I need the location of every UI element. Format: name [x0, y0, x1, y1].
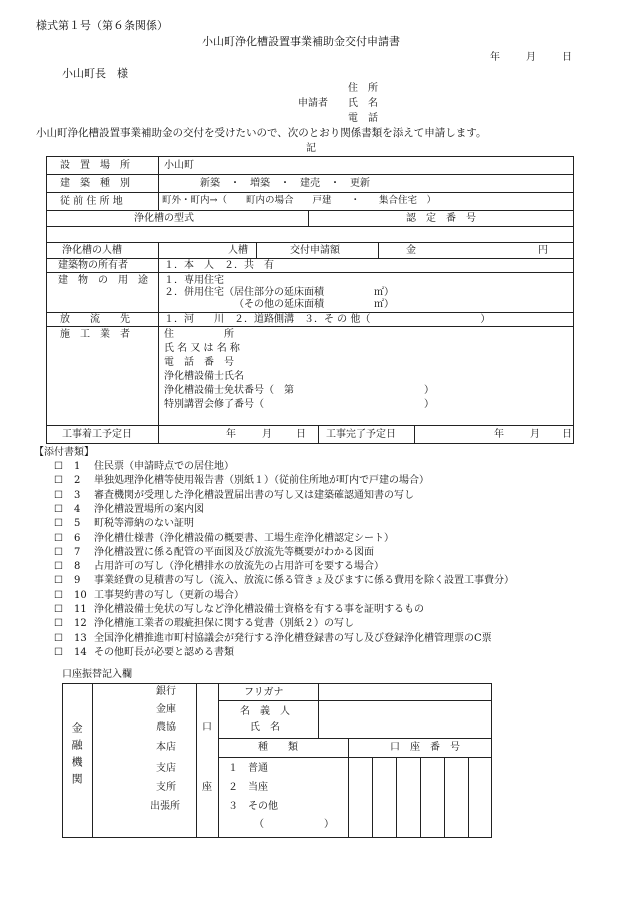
attachment-item [54, 604, 424, 615]
table-rule [46, 258, 574, 259]
table-rule [46, 192, 574, 193]
type-agri-coop: 農協 [156, 722, 176, 733]
checkbox-icon[interactable]: ☐ [54, 546, 63, 558]
end-month-label: 月 [530, 429, 540, 440]
contractor-name-label: 氏 名 又 は 名 称 [164, 343, 240, 354]
holder-label: 名 義 人 [240, 706, 290, 717]
kind-other-blank: （ ） [254, 819, 334, 830]
checkbox-icon[interactable]: ☐ [54, 632, 63, 644]
certification-number-label: 認 定 番 号 [406, 213, 476, 224]
attachment-number: 14 [74, 646, 87, 658]
table-rule [46, 312, 574, 313]
attachment-number: 7 [74, 546, 81, 558]
kind-other: ３ その他 [228, 801, 278, 812]
type-agency: 出張所 [150, 801, 180, 812]
contractor-label: 施 工 業 者 [60, 329, 130, 340]
ki-label: 記 [306, 143, 316, 154]
building-use-option-1: １．専用住宅 [164, 275, 224, 286]
table-rule [46, 174, 574, 175]
table-rule [46, 272, 574, 273]
type-branch: 支店 [156, 763, 176, 774]
table-rule [256, 242, 257, 258]
attachment-number: 8 [74, 561, 81, 573]
discharge-label: 放 流 先 [60, 314, 130, 325]
owner-options: １．本 人 ２．共 有 [164, 260, 274, 271]
bank-rule [218, 757, 492, 758]
attachment-number: 13 [74, 632, 87, 644]
bank-rule [348, 738, 349, 838]
construction-type-options: 新築 ・ 増築 ・ 建売 ・ 更新 [200, 178, 370, 189]
end-year-label: 年 [494, 429, 504, 440]
amount-unit: 円 [538, 245, 548, 256]
applied-amount-label: 交付申請額 [290, 245, 340, 256]
attachments-heading: 【添付書類】 [34, 447, 94, 458]
attachment-number: 2 [74, 475, 81, 487]
attachment-item [54, 533, 394, 544]
contractor-address-label: 住 所 [164, 329, 234, 340]
attachment-text: 浄化槽設置に係る配管の平面図及び放流先等概要がわかる図面 [94, 546, 374, 558]
holder-name-label: 氏 名 [250, 722, 280, 733]
attachment-text: 浄化槽施工業者の瑕疵担保に関する覚書（別紙２）の写し [94, 618, 354, 630]
table-rule [378, 242, 379, 258]
table-rule [158, 242, 159, 444]
furigana-label: フリガナ [244, 687, 284, 698]
date-month-label: 月 [526, 52, 536, 63]
form-number: 様式第１号（第６条関係） [36, 19, 168, 32]
date-year-label: 年 [490, 52, 500, 63]
kind-ordinary: １ 普通 [228, 763, 268, 774]
attachment-item [54, 618, 354, 629]
attachment-item [54, 575, 514, 586]
table-rule [46, 226, 574, 227]
kind-current: ２ 当座 [228, 782, 268, 793]
attachment-item [54, 547, 374, 558]
applicant-phone-label: 電 話 [348, 113, 378, 124]
start-day-label: 日 [296, 429, 306, 440]
attachment-number: 12 [74, 618, 87, 630]
checkbox-icon[interactable]: ☐ [54, 646, 63, 658]
attachment-text: 単独処理浄化槽等使用報告書（別紙１）（従前住所地が町内で戸建の場合） [94, 475, 429, 487]
bank-rule [92, 683, 93, 838]
discharge-options: １．河 川 ２．道路側溝 ３．そ の 他（ ） [164, 314, 491, 325]
attachment-item [54, 461, 234, 472]
building-use-option-2b: （その他の延床面積 ㎡） [234, 299, 394, 310]
attachment-number: 1 [74, 461, 81, 472]
attachment-item [54, 561, 384, 572]
bank-rule [420, 757, 421, 838]
checkbox-icon[interactable]: ☐ [54, 604, 63, 615]
tank-engineer-name-label: 浄化槽設備士氏名 [164, 371, 244, 382]
attachment-number: 11 [74, 604, 87, 615]
end-day-label: 日 [562, 429, 572, 440]
previous-address-value: 町外・町内→（ 町内の場合 戸建 ・ 集合住宅 ） [162, 195, 436, 206]
applicant-label: 申請者 [298, 98, 328, 109]
building-use-option-2: ２．併用住宅（居住部分の延床面積 ㎡） [164, 287, 394, 298]
table-rule [46, 242, 574, 243]
bank-rule [444, 757, 445, 838]
construction-type-label: 建 築 種 別 [60, 178, 130, 189]
attachment-number: 6 [74, 532, 81, 544]
document-title: 小山町浄化槽設置事業補助金交付申請書 [202, 35, 400, 48]
institution-label: 金融機関 [70, 722, 84, 790]
attachment-text: 浄化槽設置場所の案内図 [94, 503, 204, 515]
account-kind-label: 種 類 [258, 742, 298, 753]
attachment-text: 浄化槽設備士免状の写しなど浄化槽設備士資格を有する事を証明するもの [94, 604, 424, 615]
attachment-text: 審査機関が受理した浄化槽設置届出書の写し又は建築確認通知書の写し [94, 489, 414, 501]
bank-rule [468, 757, 469, 838]
attachment-item [54, 647, 234, 658]
applicant-address-label: 住 所 [348, 83, 378, 94]
type-bank: 銀行 [156, 686, 176, 697]
end-date-label: 工事完了予定日 [326, 429, 396, 440]
attachment-text: 町税等滞納のない証明 [94, 518, 194, 530]
bank-rule [218, 683, 219, 838]
attachment-number: 4 [74, 503, 81, 515]
checkbox-icon[interactable]: ☐ [54, 489, 63, 501]
checkbox-icon[interactable]: ☐ [54, 575, 63, 587]
table-rule [46, 210, 574, 211]
attachment-item [54, 475, 429, 486]
previous-address-label: 従 前 住 所 地 [60, 196, 123, 207]
bank-rule [218, 700, 492, 701]
bank-rule [318, 683, 319, 738]
start-date-label: 工事着工予定日 [62, 429, 132, 440]
applicant-name-label: 氏 名 [348, 98, 378, 109]
attachment-item [54, 633, 492, 644]
attachment-number: 5 [74, 518, 81, 530]
attachment-item [54, 590, 244, 601]
intro-text: 小山町浄化槽設置事業補助金の交付を受けたいので、次のとおり関係書類を添えて申請します。 [36, 127, 487, 139]
checkbox-icon[interactable]: ☐ [54, 561, 63, 573]
attachment-text: 全国浄化槽推進市町村協議会が発行する浄化槽登録書の写し及び登録浄化槽管理票のC票 [94, 632, 492, 644]
amount-prefix: 金 [406, 245, 416, 256]
table-rule [318, 425, 319, 444]
attachment-number: 3 [74, 489, 81, 501]
contractor-phone-label: 電 話 番 号 [164, 357, 234, 368]
date-day-label: 日 [562, 52, 572, 63]
attachment-number: 10 [74, 589, 87, 601]
attachment-text: 浄化槽仕様書（浄化槽設備の概要書、工場生産浄化槽認定シート） [94, 532, 394, 544]
tank-capacity-label: 浄化槽の人槽 [62, 245, 122, 256]
addressee: 小山町長 様 [62, 67, 128, 80]
checkbox-icon[interactable]: ☐ [54, 518, 63, 530]
location-value: 小山町 [164, 160, 194, 171]
za-label: 座 [202, 782, 212, 793]
attachment-text: 工事契約書の写し（更新の場合） [94, 589, 244, 601]
checkbox-icon[interactable]: ☐ [54, 532, 63, 544]
tank-type-label: 浄化槽の型式 [134, 213, 194, 224]
type-sub-branch: 支所 [156, 782, 176, 793]
attachment-item [54, 504, 204, 515]
attachment-item [54, 518, 194, 529]
attachment-text: 占用許可の写し（浄化槽排水の放流先の占用許可を要する場合） [94, 561, 384, 573]
bank-rule [372, 757, 373, 838]
account-number-label: 口 座 番 号 [390, 742, 460, 753]
start-year-label: 年 [226, 429, 236, 440]
special-course-label: 特別講習会修了番号（ ） [164, 399, 434, 410]
checkbox-icon[interactable]: ☐ [54, 461, 63, 472]
table-rule [46, 425, 574, 426]
checkbox-icon[interactable]: ☐ [54, 475, 63, 487]
tank-capacity-unit: 人槽 [228, 245, 248, 256]
table-rule [46, 326, 574, 327]
building-use-label: 建 物 の 用 途 [58, 275, 148, 286]
checkbox-icon[interactable]: ☐ [54, 618, 63, 630]
location-label: 設 置 場 所 [60, 160, 130, 171]
checkbox-icon[interactable]: ☐ [54, 589, 63, 601]
attachment-number: 9 [74, 575, 81, 587]
table-rule [308, 210, 309, 226]
attachment-text: その他町長が必要と認める書類 [94, 646, 234, 658]
table-rule [158, 156, 159, 210]
start-month-label: 月 [262, 429, 272, 440]
kou-label: 口 [202, 722, 212, 733]
attachment-item [54, 490, 414, 501]
type-credit-union: 金庫 [156, 704, 176, 715]
bank-heading: 口座振替記入欄 [62, 669, 132, 680]
engineer-license-label: 浄化槽設備士免状番号（ 第 ） [164, 385, 434, 396]
bank-rule [196, 683, 197, 838]
checkbox-icon[interactable]: ☐ [54, 503, 63, 515]
attachment-text: 住民票（申請時点での居住地） [94, 461, 234, 472]
attachment-text: 事業経費の見積書の写し（流入、放流に係る管きょ及びますに係る費用を除く設置工事費分） [94, 575, 514, 587]
bank-rule [218, 738, 492, 739]
table-rule [414, 425, 415, 444]
owner-label: 建築物の所有者 [58, 260, 128, 271]
type-head-office: 本店 [156, 742, 176, 753]
bank-rule [396, 757, 397, 838]
